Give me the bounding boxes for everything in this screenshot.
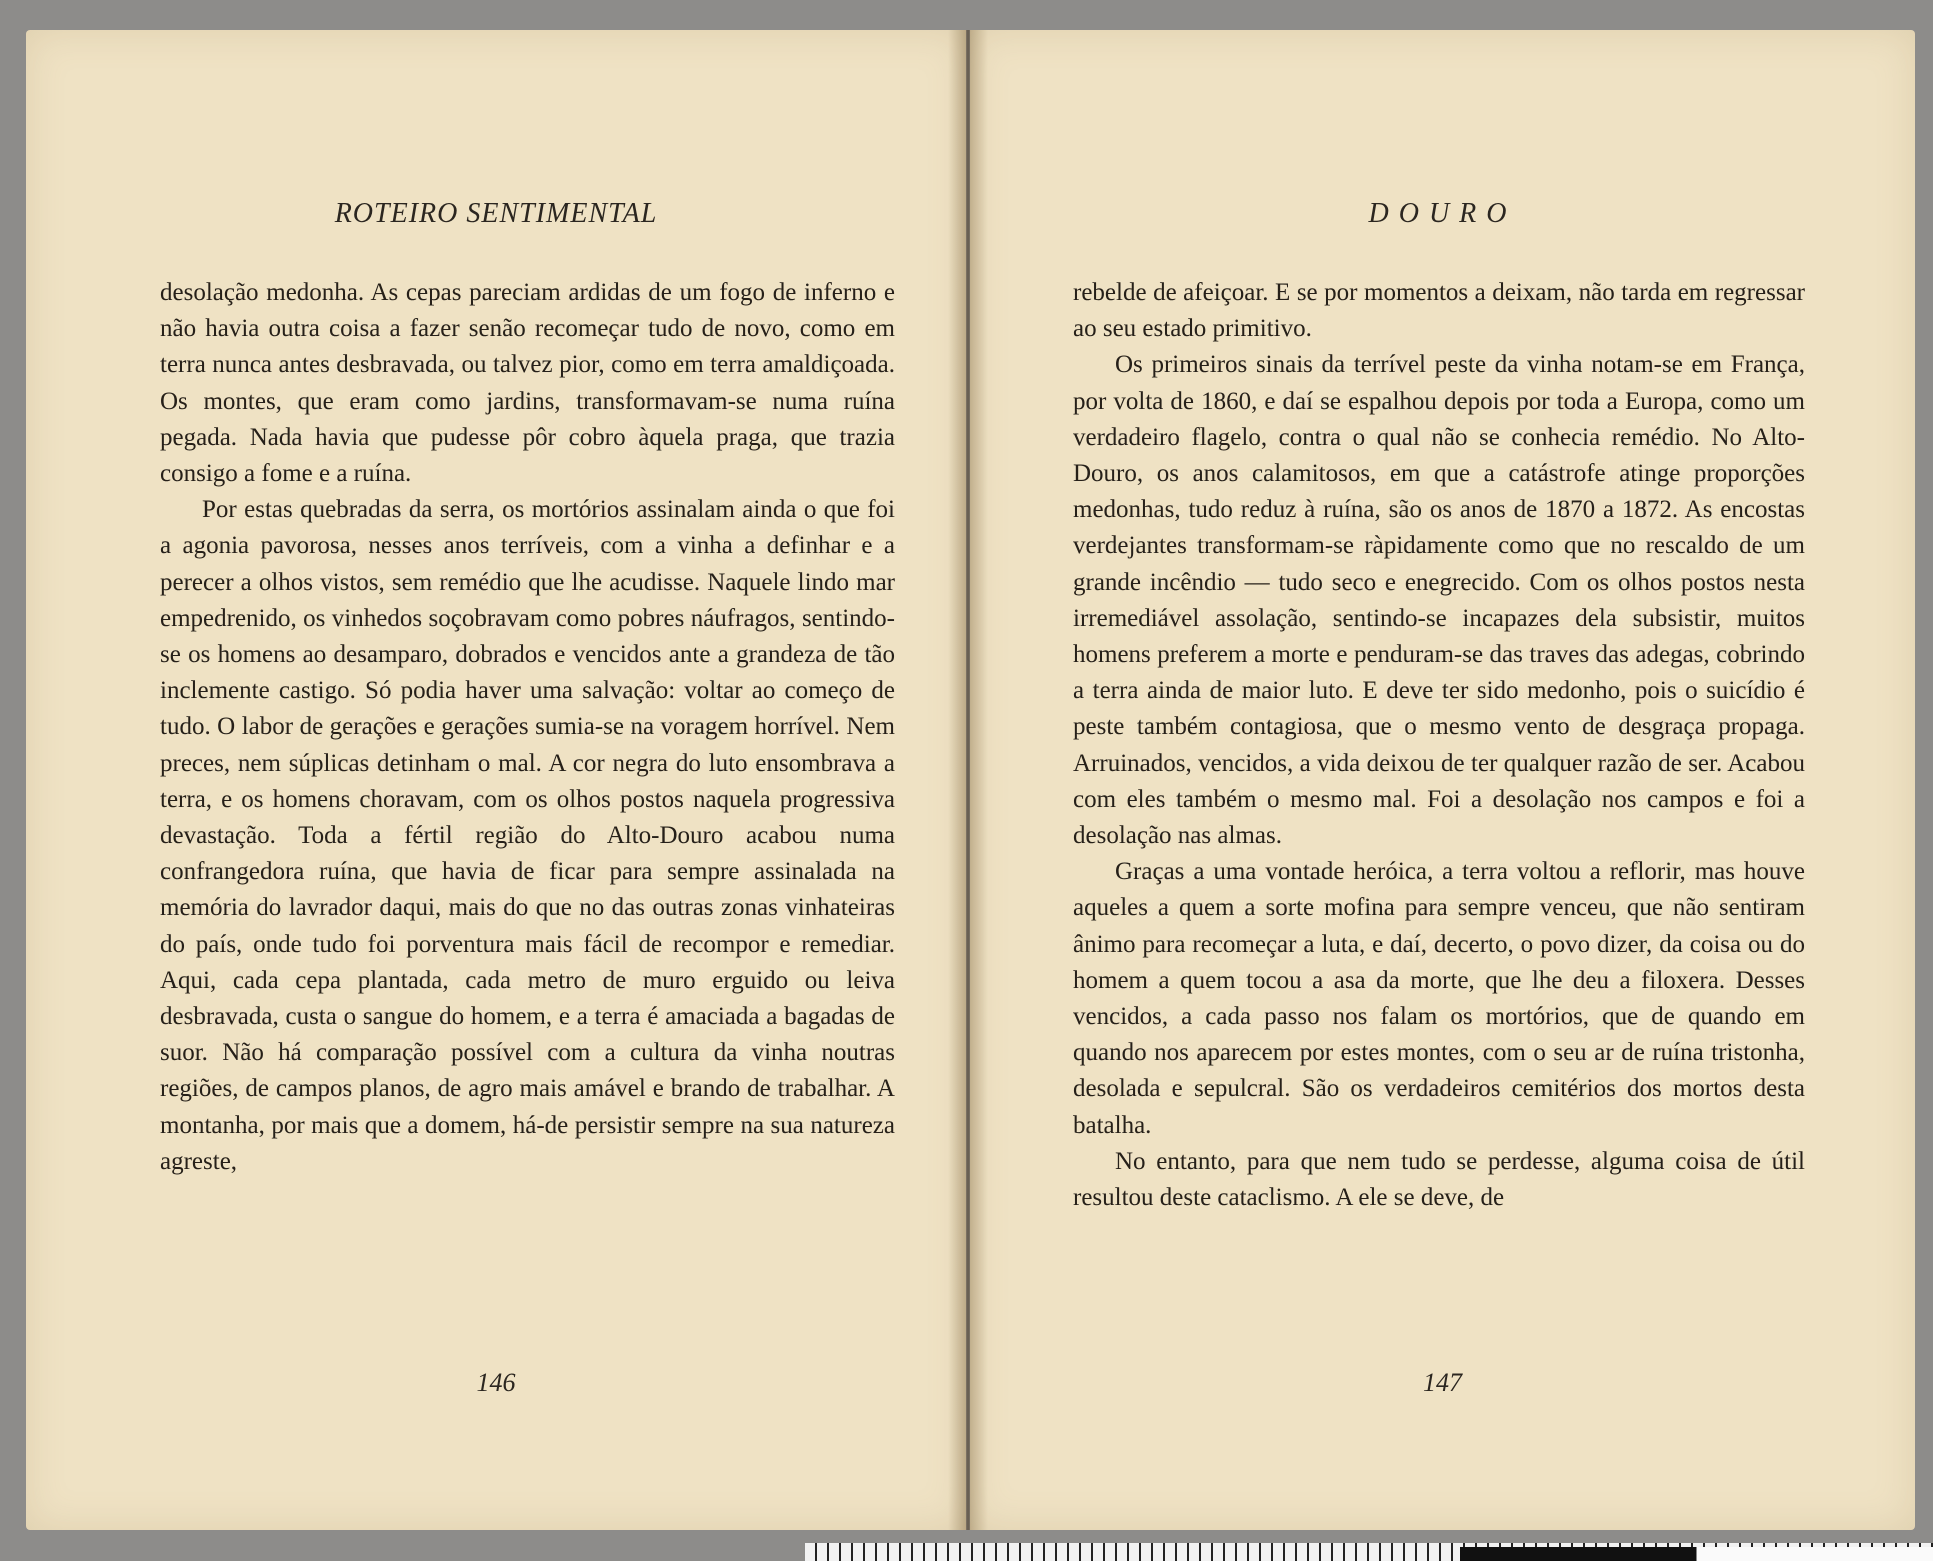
left-page	[26, 30, 966, 1530]
running-head-right: DOURO	[1368, 198, 1517, 229]
right-page-text	[1073, 275, 1805, 1216]
left-page-text	[160, 275, 895, 1180]
paragraph: No entanto, para que nem tudo se perdesse, alguma coisa de útil resultou deste cataclismo. A ele se deve, de	[1073, 1147, 1805, 1212]
paragraph: Por estas quebradas da serra, os mortórios assinalam ainda o que foi a agonia pavorosa, nesses anos terríveis, com a vinha a definhar e a perecer a olhos vistos, sem remédio que lhe acudisse. Naquele lindo mar empedrenido, os vinhedos soçobravam como pobres náufragos, sentindo-se os homens ao desamparo, dobrados e vencidos ante a grandeza de tão inclemente castigo. Só podia haver uma salvação: voltar ao começo de tudo. O labor de gerações e gerações sumia-se na voragem horrível. Nem preces, nem súplicas detinham o mal. A cor negra do luto ensombrava a terra, e os homens choravam, com os olhos postos naquela progressiva devastação. Toda a fértil região do Alto-Douro acabou numa confrangedora ruína, que havia de ficar para sempre assinalada na memória do lavrador daqui, mais do que no das outras zonas vinhateiras do país, onde tudo foi porventura mais fácil de recompor e remediar. Aqui, cada cepa plantada, cada metro de muro erguido ou leiva desbravada, custa o sangue do homem, e a terra é amaciada a bagadas de suor. Não há comparação possível com a cultura da vinha noutras regiões, de campos planos, de agro mais amável e brando de trabalhar. A montanha, por mais que a domem, há-de persistir sempre na sua natureza agreste,	[160, 496, 895, 1175]
paragraph: Graças a uma vontade heróica, a terra voltou a reflorir, mas houve aqueles a quem a sorte mofina para sempre venceu, que não sentiram ânimo para recomeçar a luta, e daí, decerto, o povo dizer, da coisa ou do homem a quem tocou a asa da morte, que lhe deu a filoxera. Desses vencidos, a cada passo nos falam os mortórios, que de quando em quando nos aparecem por estes montes, com o seu ar de ruína tristonha, desolada e sepulcral. São os verdadeiros cemitérios dos mortos desta batalha.	[1073, 858, 1805, 1139]
page-number-left: 146	[476, 1368, 516, 1397]
book-gutter	[948, 30, 988, 1530]
paragraph: Os primeiros sinais da terrível peste da vinha notam-se em França, por volta de 1860, e daí se espalhou depois por toda a Europa, como um verdadeiro flagelo, contra o qual não se conhecia remédio. No Alto-Douro, os anos calamitosos, em que a catástrofe atinge proporções medonhas, tudo reduz à ruína, são os anos de 1870 a 1872. As encostas verdejantes transformam-se ràpidamente como que no rescaldo de um grande incêndio — tudo seco e enegrecido. Com os olhos postos nesta irremediável assolação, sentindo-se incapazes dela subsistir, muitos homens preferem a morte e penduram-se das traves das adegas, cobrindo a terra ainda de maior luto. E deve ter sido medonho, pois o suicídio é peste também contagiosa, que o mesmo vento de desgraça propaga. Arruinados, vencidos, a vida deixou de ter qualquer razão de ser. Acabou com eles também o mesmo mal. Foi a desolação nos campos e foi a desolação nas almas.	[1073, 351, 1805, 850]
scale-bar	[1460, 1547, 1933, 1561]
paragraph: rebelde de afeiçoar. E se por momentos a deixam, não tarda em regressar ao seu estado primitivo.	[1073, 279, 1805, 343]
page-number-right: 147	[1423, 1368, 1462, 1397]
running-head-left: ROTEIRO SENTIMENTAL	[334, 198, 658, 229]
paragraph: desolação medonha. As cepas pareciam ardidas de um fogo de inferno e não havia outra coisa a fazer senão recomeçar tudo de novo, como em terra nunca antes desbravada, ou talvez pior, como em terra amaldiçoada. Os montes, que eram como jardins, transformavam-se numa ruína pegada. Nada havia que pudesse pôr cobro àquela praga, que trazia consigo a fome e a ruína.	[160, 279, 895, 488]
right-page	[970, 30, 1915, 1530]
